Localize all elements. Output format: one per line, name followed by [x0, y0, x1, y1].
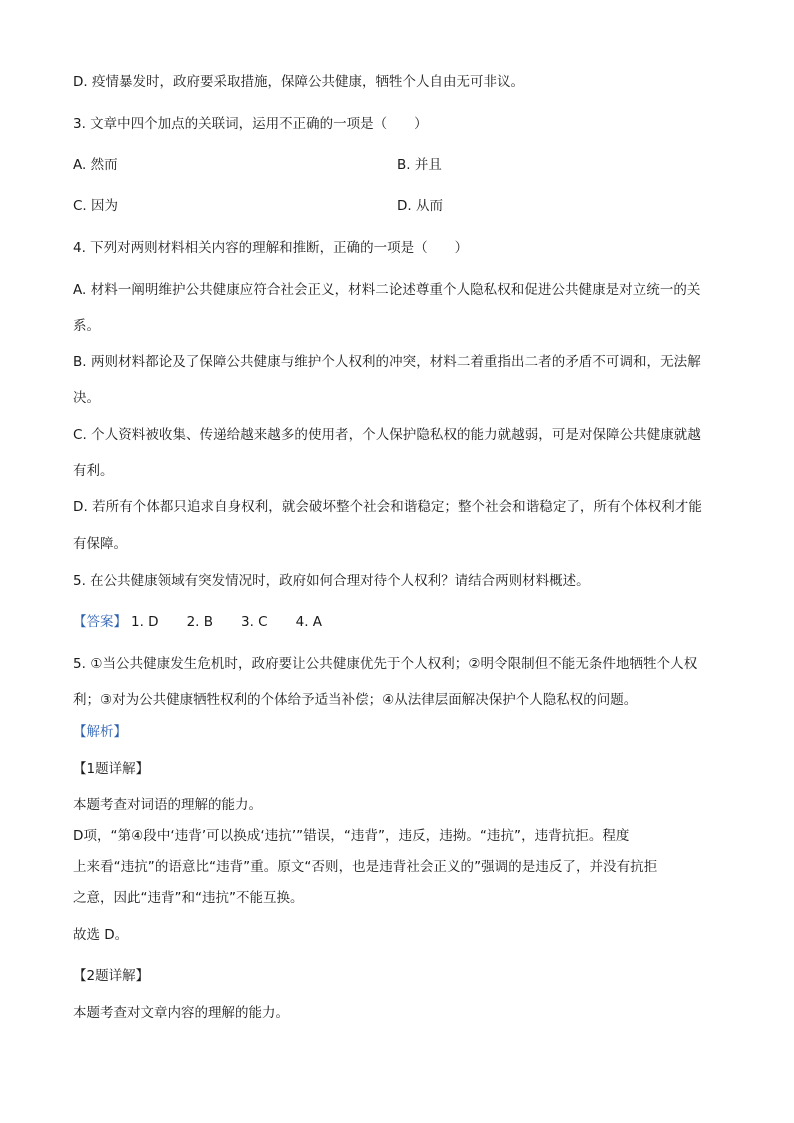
q4-option-b-line1: B. 两则材料都论及了保障公共健康与维护个人权利的冲突，材料二着重指出二者的矛盾不可调和，无法解: [73, 354, 701, 370]
q4-option-c-line1: C. 个人资料被收集、传递给越来越多的使用者，个人保护隐私权的能力就越弱，可是对保障公共健康就越: [73, 427, 701, 443]
answer-item: 2. B: [186, 614, 214, 630]
detail-1-text: 上来看“违抗”的语意比“违背”重。原文“否则，也是违背社会正义的”强调的是违反了，并没有抗拒: [73, 859, 658, 875]
answer-q5-line1: 5. ①当公共健康发生危机时，政府要让公共健康优先于个人权利；②明令限制但不能无条件地牺牲个人权: [73, 656, 698, 672]
answer-item: 3. C: [241, 614, 268, 630]
q3-option-b: B. 并且: [397, 157, 442, 173]
answer-item: 4. A: [295, 614, 323, 630]
q4-option-d-line2: 有保障。: [73, 536, 127, 552]
detail-1-title: 【1题详解】: [73, 761, 150, 777]
q3-option-d: D. 从而: [397, 198, 443, 214]
detail-1-text: 之意，因此“违背”和“违抗”不能互换。: [73, 890, 304, 906]
detail-1-text: D项，“第④段中‘违背’可以换成‘违抗’”错误，“违背”，违反，违拗。“违抗”，违背抗拒。程度: [73, 828, 630, 844]
q4-stem: 4. 下列对两则材料相关内容的理解和推断，正确的一项是（ ）: [73, 240, 469, 256]
answer-row: [73, 612, 322, 632]
detail-1-text: 本题考查对词语的理解的能力。: [73, 797, 262, 813]
answer-tag: 【答案】: [73, 614, 127, 630]
answer-q5-line2: 利；③对为公共健康牺牲权利的个体给予适当补偿；④从法律层面解决保护个人隐私权的问题。: [73, 692, 638, 708]
q2-option-d: D. 疫情暴发时，政府要采取措施，保障公共健康，牺牲个人自由无可非议。: [73, 74, 524, 90]
detail-1-conclusion: 故选 D。: [73, 927, 129, 943]
q4-option-b-line2: 决。: [73, 390, 100, 406]
q4-option-a-line2: 系。: [73, 318, 100, 334]
q3-option-c: C. 因为: [73, 198, 119, 214]
q4-option-a-line1: A. 材料一阐明维护公共健康应符合社会正义，材料二论述尊重个人隐私权和促进公共健康是对立统一的关: [73, 282, 701, 298]
answer-item: 1. D: [131, 614, 159, 630]
q3-option-a: A. 然而: [73, 157, 118, 173]
q3-stem: 3. 文章中四个加点的关联词，运用不正确的一项是（ ）: [73, 116, 428, 132]
analysis-tag: 【解析】: [73, 724, 127, 740]
q4-option-c-line2: 有利。: [73, 463, 114, 479]
q5-stem: 5. 在公共健康领域有突发情况时，政府如何合理对待个人权利？请结合两则材料概述。: [73, 573, 590, 589]
q4-option-d-line1: D. 若所有个体都只追求自身权利，就会破坏整个社会和谐稳定；整个社会和谐稳定了，所有个体权利才能: [73, 499, 702, 515]
detail-2-title: 【2题详解】: [73, 968, 150, 984]
detail-2-text: 本题考查对文章内容的理解的能力。: [73, 1005, 289, 1021]
